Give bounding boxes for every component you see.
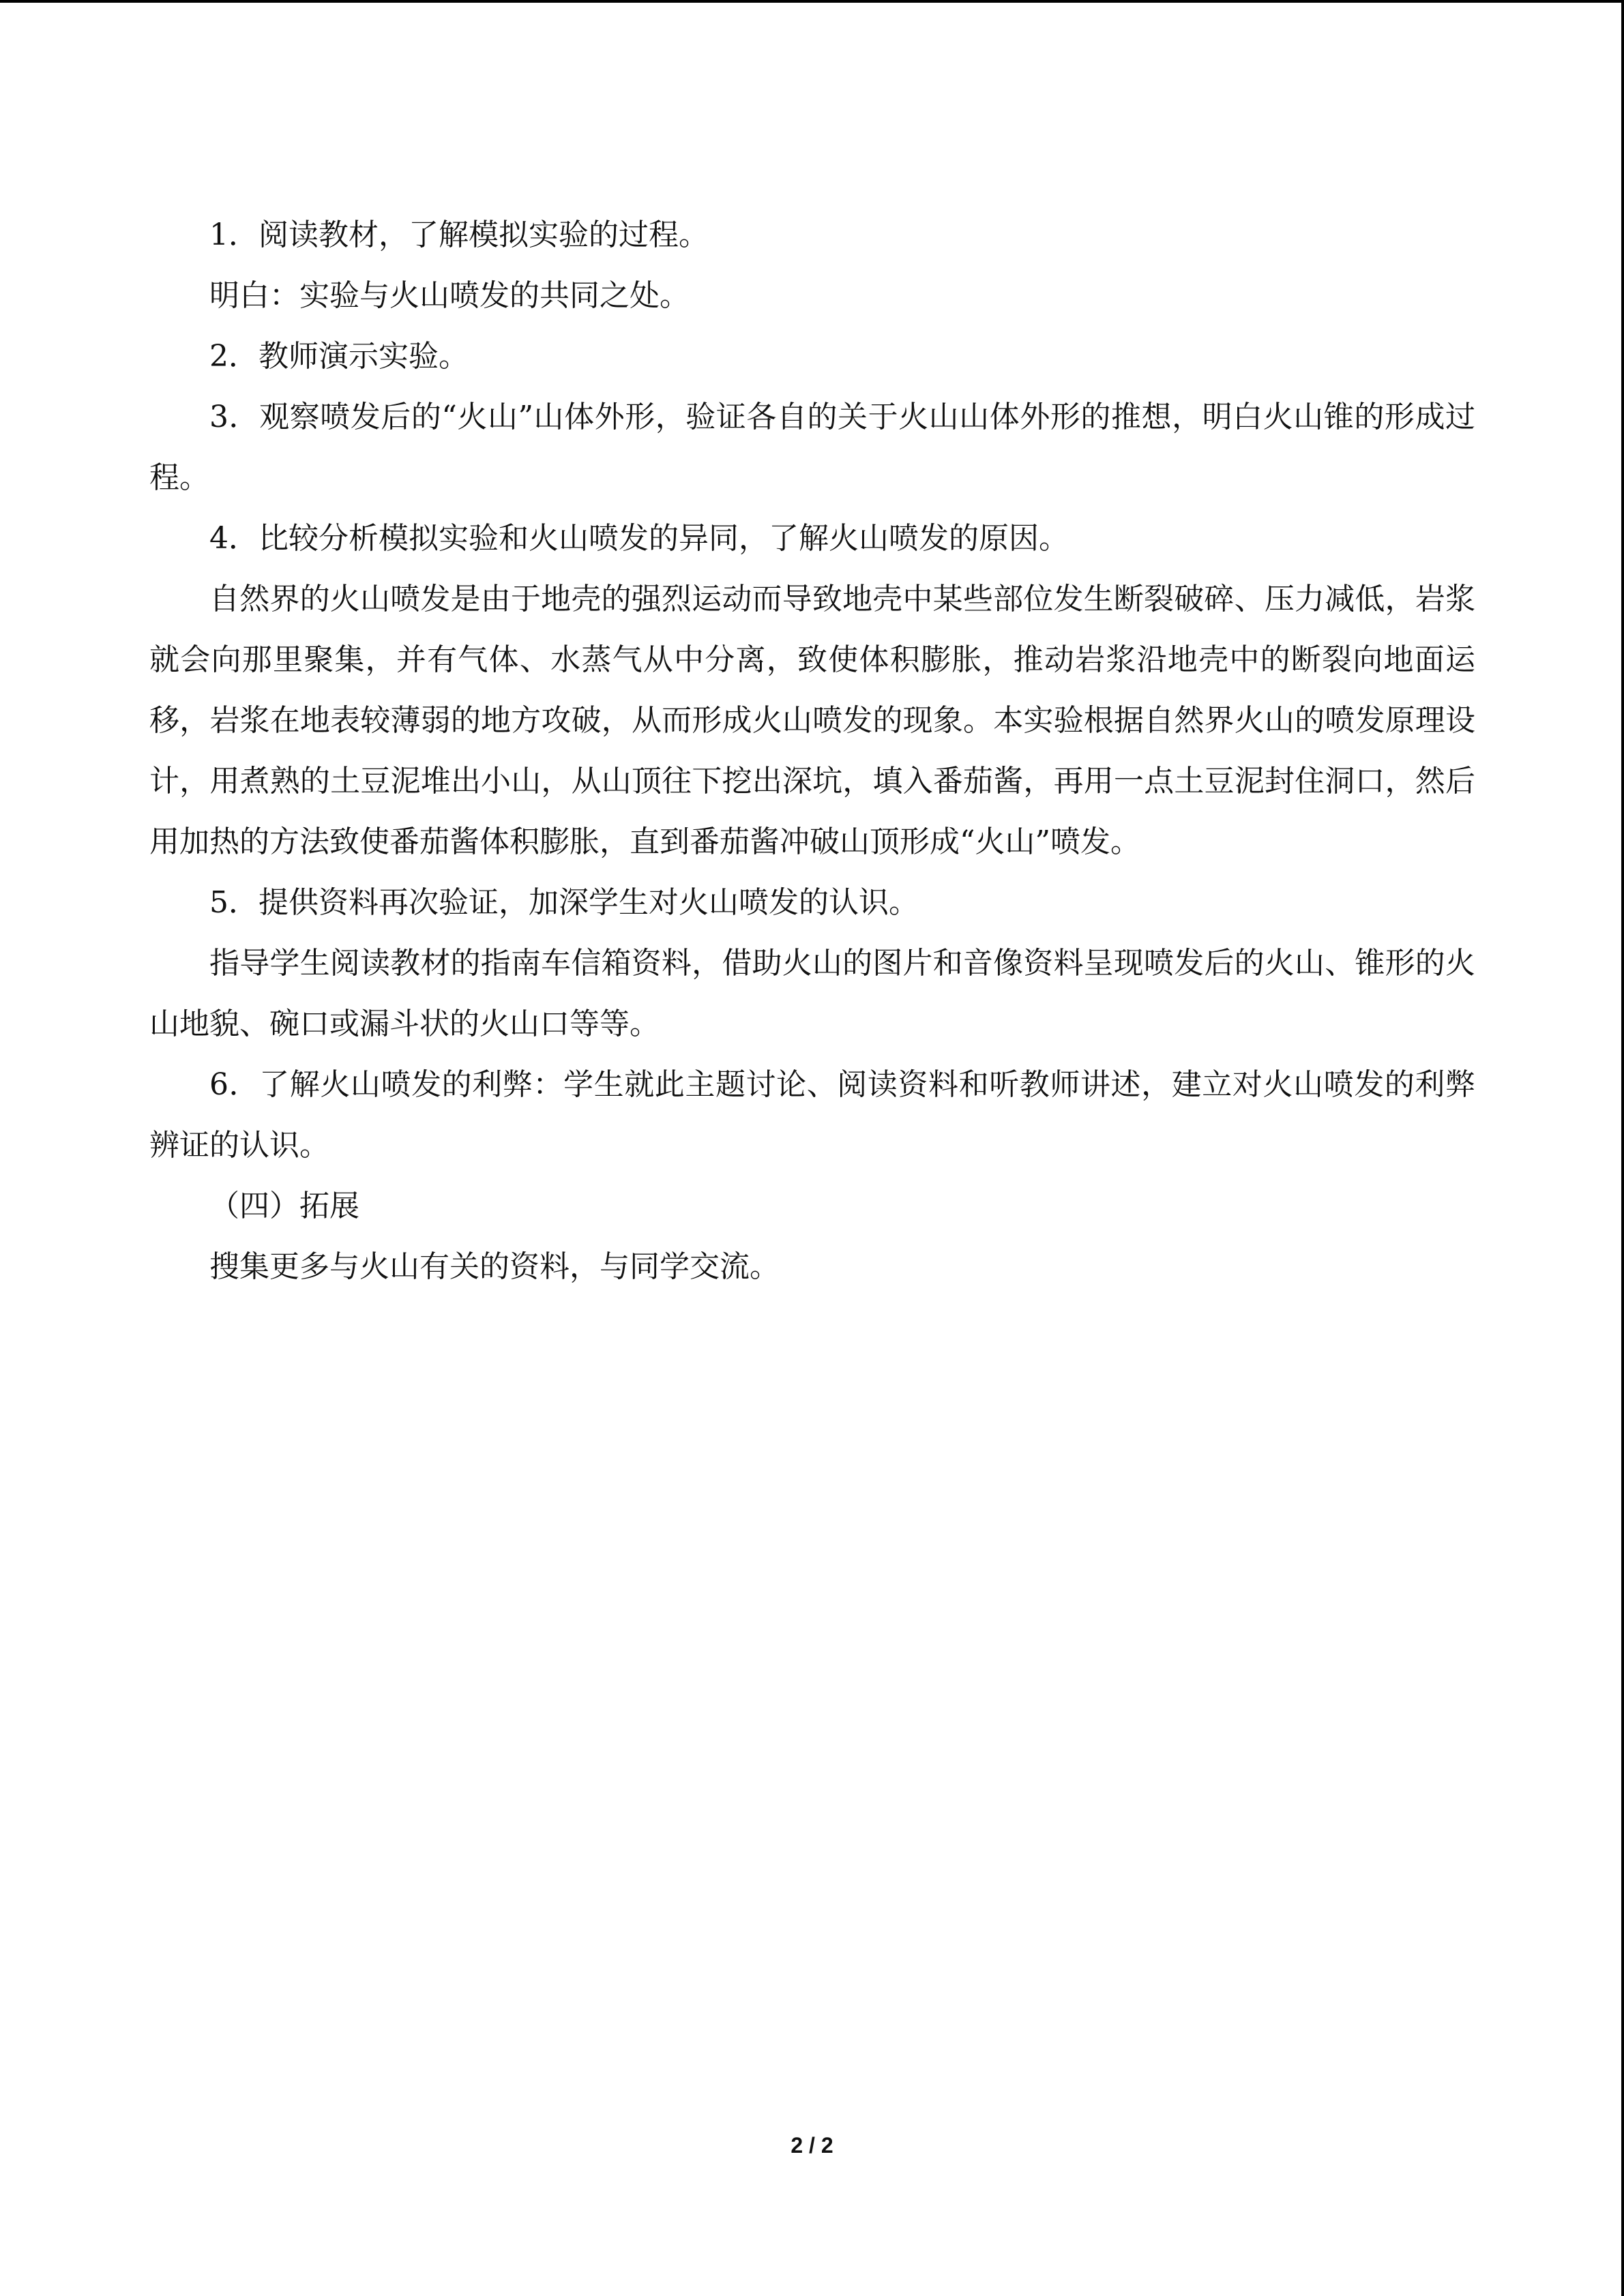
paragraph-step-5: 5．提供资料再次验证，加深学生对火山喷发的认识。 — [209, 885, 919, 920]
paragraph-eruption-explanation: 自然界的火山喷发是由于地壳的强烈运动而导致地壳中某些部位发生断裂破碎、压力减低，岩浆就会向那里聚集，并有气体、水蒸气从中分离，致使体积膨胀，推动岩浆沿地壳中的断裂向地面运移，岩浆在地表较薄弱的地方攻破，从而形成火山喷发的现象。本实验根据自然界火山的喷发原理设计，用煮熟的土豆泥堆出小山，从山顶往下挖出深坑，填入番茄酱，再用一点土豆泥封住洞口，然后用加热的方法致使番茄酱体积膨胀，直到番茄酱冲破山顶形成“火山”喷发。 — [149, 582, 1475, 859]
page-number: 2 / 2 — [791, 2133, 833, 2158]
paragraph-step-3: 3．观察喷发后的“火山”山体外形，验证各自的关于火山山体外形的推想，明白火山锥的形成过程。 — [149, 400, 1475, 495]
paragraph-step-1: 1．阅读教材，了解模拟实验的过程。 — [209, 218, 709, 252]
paragraph-step-5-guide: 指导学生阅读教材的指南车信箱资料，借助火山的图片和音像资料呈现喷发后的火山、锥形的火山地貌、碗口或漏斗状的火山口等等。 — [149, 946, 1475, 1041]
section-heading-extension: （四）拓展 — [209, 1189, 359, 1223]
paragraph-step-4: 4．比较分析模拟实验和火山喷发的异同，了解火山喷发的原因。 — [209, 521, 1069, 556]
document-body — [149, 205, 1475, 1297]
paragraph-step-1-note: 明白：实验与火山喷发的共同之处。 — [209, 278, 690, 313]
paragraph-step-6: 6．了解火山喷发的利弊：学生就此主题讨论、阅读资料和听教师讲述，建立对火山喷发的利弊辨证的认识。 — [149, 1067, 1475, 1163]
paragraph-extension-task: 搜集更多与火山有关的资料，与同学交流。 — [209, 1249, 780, 1284]
paragraph-step-2: 2．教师演示实验。 — [209, 339, 469, 374]
